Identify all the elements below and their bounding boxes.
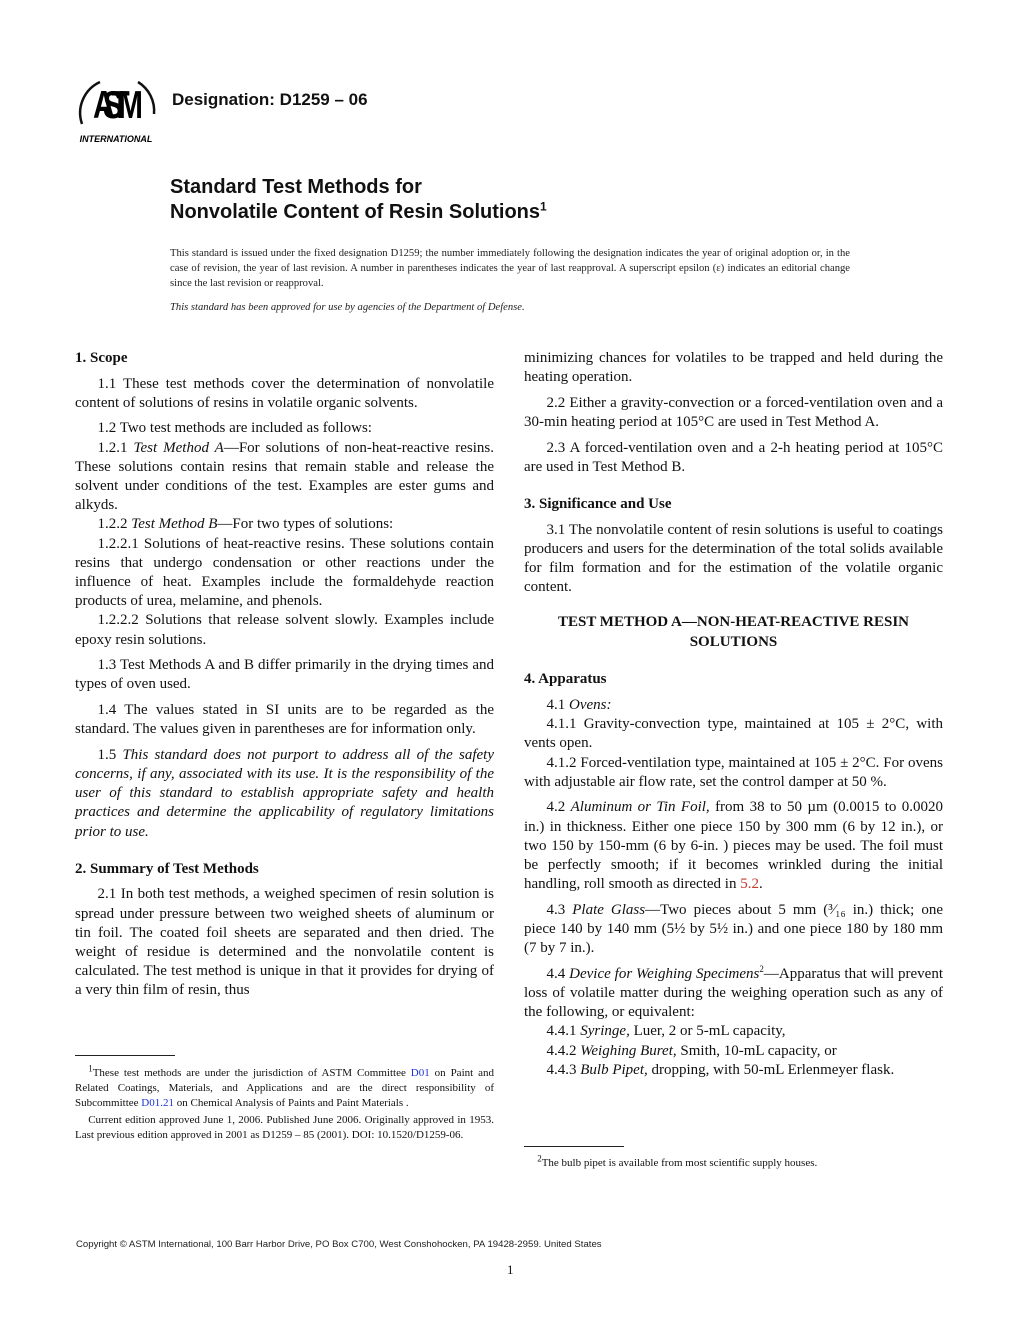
section-heading: 2. Summary of Test Methods	[75, 860, 259, 877]
title-text: Nonvolatile Content of Resin Solutions	[170, 201, 540, 223]
paragraph	[524, 754, 943, 792]
text-run: Syringe,	[580, 1023, 630, 1040]
text-run: from 38 to 50 µm (0.0015 to 0.0020 in.) in thickness. Either one piece 150 by 300 mm (6 by 12 in.), or two 150 by 150-mm (6 by 6-in. ) pieces may be used. The foil must be perfectly smooth; if it becomes wrinkled during the initial handling, roll smooth as directed in	[524, 799, 943, 893]
text-run: These test methods cover the determination of nonvolatile content of solutions of resins in volatile organic solvents.	[75, 375, 494, 411]
paragraph	[75, 611, 494, 649]
paragraph	[524, 965, 943, 1023]
paragraph	[524, 798, 943, 894]
text-run: Solutions of heat-reactive resins. These solutions contain resins that undergo condensation or other reactions under the influence of heat. Examples include the formaldehyde reaction products of urea, melamine, and phenols.	[75, 535, 495, 610]
paragraph-number: 2.3	[546, 439, 566, 456]
footnote	[524, 1153, 943, 1171]
text-run: Ovens:	[569, 697, 612, 713]
section-heading: 1. Scope	[75, 350, 128, 366]
text-run: Device for Weighing Specimens	[569, 965, 760, 982]
paragraph	[524, 394, 943, 432]
astm-logo	[70, 74, 162, 146]
text-run: Test Method A	[133, 439, 224, 456]
footnote-rule	[524, 1146, 624, 1147]
text-run: on Paint and Related Coatings, Materials, and Applications and are the direct responsibility of Subcommittee	[75, 1067, 494, 1109]
text-run: Test Methods A and B differ primarily in the drying times and types of oven used.	[75, 657, 494, 693]
paragraph-number: 4.3	[546, 901, 566, 918]
committee-link[interactable]: D01	[410, 1067, 430, 1079]
text-run: A forced-ventilation oven and a 2-h heating period at 105°C are used in Test Method B.	[524, 439, 943, 475]
footnote-mark: 2	[759, 963, 764, 974]
text-run: dropping, with 50-mL Erlenmeyer flask.	[647, 1061, 895, 1078]
text-run: Test Method B	[131, 516, 218, 533]
footnote-mark: 1	[88, 1063, 93, 1074]
text-run: Bulb Pipet,	[580, 1061, 648, 1078]
test-method-heading: TEST METHOD A—NON-HEAT-REACTIVE RESIN SOLUTIONS	[557, 614, 910, 651]
text-run: .	[758, 876, 763, 893]
committee-link[interactable]: D01.21	[141, 1097, 174, 1109]
text-run: The nonvolatile content of resin solutions is useful to coatings producers and users for the determination of the total solids available for film formation and for the estimation of the volatile organic content.	[524, 521, 943, 596]
section-link[interactable]: 5.2	[740, 876, 759, 893]
text-run: The bulb pipet is available from most scientific supply houses.	[541, 1157, 818, 1169]
paragraph-number: 2.2	[546, 394, 566, 411]
preamble	[170, 246, 850, 315]
right-column	[524, 349, 943, 1080]
dod-approval: This standard has been approved for use by agencies of the Department of Defense.	[170, 302, 525, 313]
paragraph-number: 4.1	[546, 697, 566, 713]
paragraph	[75, 885, 494, 1000]
text-run: —For two types of solutions:	[217, 516, 394, 533]
text-run: Current edition approved June 1, 2006. Published June 2006. Originally approved in 1953. Last previous edition approved in 2001 as D1259 – 85 (2001). DOI: 10.1520/D1259-06.	[75, 1114, 494, 1141]
paragraph-number: 1.1	[97, 375, 117, 392]
text-run: minimizing chances for volatiles to be trapped and held during the heating operation.	[524, 350, 943, 386]
text-run: The values stated in SI units are to be regarded as the standard. The values given in parentheses are for information only.	[75, 702, 494, 738]
text-run: Smith, 10-mL capacity, or	[676, 1042, 837, 1059]
paragraph-number: 4.1.2	[546, 754, 577, 771]
paragraph-number: 1.4	[97, 702, 117, 719]
title-line-1: Standard Test Methods for	[170, 176, 422, 198]
text-run: Forced-ventilation type, maintained at 105 ± 2°C. For ovens with adjustable air flow rate, set the control damper at 50 %.	[524, 754, 943, 790]
paragraph-number: 1.2.2.2	[97, 612, 139, 629]
paragraph-number: 1.2.1	[97, 439, 128, 456]
paragraph	[75, 535, 494, 612]
paragraph-number: 3.1	[546, 521, 566, 538]
paragraph	[75, 439, 494, 516]
paragraph-number: 1.5	[97, 746, 117, 763]
paragraph-number: 4.4.2	[546, 1042, 577, 1059]
footnote-rule	[75, 1055, 175, 1056]
paragraph	[75, 656, 494, 694]
footnote	[75, 1063, 494, 1111]
text-run: —For solutions of non-heat-reactive resins. These solutions contain resins that remain stable and release the solvent under conditions of the test. Examples are ester gums and alkyds.	[75, 439, 494, 514]
paragraph	[75, 701, 494, 739]
paragraph	[524, 1042, 943, 1061]
title-line-2	[170, 200, 547, 225]
paragraph-number: 4.2	[546, 799, 566, 816]
document-title	[170, 175, 547, 225]
text-run: Weighing Buret,	[580, 1042, 677, 1059]
paragraph	[524, 521, 943, 598]
paragraph-number: 1.2	[97, 420, 117, 437]
copyright: Copyright © ASTM International, 100 Barr Harbor Drive, PO Box C700, West Conshohocken, PA 19428-2959. United States	[76, 1239, 602, 1250]
text-run: —Apparatus that will prevent loss of volatile matter during the weighing operation such as any of the following, or equivalent:	[524, 965, 943, 1021]
paragraph	[75, 375, 494, 413]
paragraph-number: 4.1.1	[546, 716, 577, 733]
text-run: This standard does not purport to address all of the safety concerns, if any, associated with its use. It is the responsibility of the user of this standard to establish appropriate safety and health practices and determine the applicability of regulatory limitations prior to use.	[75, 746, 495, 840]
text-run: Luer, 2 or 5-mL capacity,	[629, 1023, 786, 1040]
preamble-text: This standard is issued under the fixed designation D1259; the number immediately following the designation indicates the year of original adoption or, in the case of revision, the year of last revision. A number in parentheses indicates the year of last reapproval. A superscript epsilon (ε) indicates an editorial change since the last revision or reapproval.	[170, 248, 850, 289]
text-run: In both test methods, a weighed specimen of resin solution is spread under pressure between two weighed sheets of aluminum or tin foil. The coated foil sheets are separated and then dried. The weight of residue is determined and the nonvolatile content is calculated. The test method is unique in that it provides for drying of a very thin film of resin, thus	[75, 886, 494, 999]
paragraph-number: 1.2.2.1	[97, 535, 139, 552]
paragraph	[75, 419, 494, 438]
text-run: Solutions that release solvent slowly. Examples include epoxy resin solutions.	[75, 612, 495, 648]
section-heading: 4. Apparatus	[524, 671, 607, 688]
paragraph-number: 4.4.1	[546, 1023, 577, 1040]
left-column	[75, 349, 494, 1001]
text-run: Two test methods are included as follows:	[119, 420, 372, 437]
footnote	[75, 1113, 494, 1143]
title-footnote-mark: 1	[540, 199, 547, 214]
paragraph-continuation	[524, 349, 943, 387]
text-run: Gravity-convection type, maintained at 105 ± 2°C, with vents open.	[524, 716, 944, 752]
page-number: 1	[507, 1262, 514, 1277]
paragraph-number: 1.3	[97, 657, 117, 674]
text-run: These test methods are under the jurisdiction of ASTM Committee	[92, 1067, 411, 1079]
paragraph	[524, 1022, 943, 1041]
footnotes-right	[524, 1153, 943, 1173]
paragraph	[524, 439, 943, 477]
paragraph	[75, 515, 494, 534]
paragraph-number: 1.2.2	[97, 516, 128, 533]
paragraph-number: 4.4	[546, 965, 566, 982]
text-run: Aluminum or Tin Foil,	[570, 799, 710, 816]
section-heading: 3. Significance and Use	[524, 496, 672, 512]
paragraph	[524, 1061, 943, 1080]
text-run: Plate Glass	[572, 901, 646, 918]
paragraph	[524, 696, 943, 715]
paragraph	[524, 901, 943, 959]
paragraph-number: 2.1	[97, 886, 117, 903]
paragraph-number: 4.4.3	[546, 1061, 577, 1078]
footnotes-left	[75, 1063, 494, 1145]
designation: Designation: D1259 – 06	[172, 90, 368, 109]
footnote-mark: 2	[537, 1153, 542, 1164]
text-run: —Two pieces about 5 mm (³⁄₁₆ in.) thick; one piece 140 by 140 mm (5½ by 5½ in.) and one piece 180 by 180 mm (7 by 7 in.).	[524, 901, 943, 957]
text-run: on Chemical Analysis of Paints and Paint Materials .	[174, 1097, 409, 1109]
paragraph	[524, 715, 943, 753]
text-run: Either a gravity-convection or a forced-ventilation oven and a 30-min heating period at 105°C are used in Test Method A.	[524, 394, 943, 430]
paragraph	[75, 746, 494, 842]
svg-text:ASTM: ASTM	[92, 84, 143, 128]
svg-text:INTERNATIONAL: INTERNATIONAL	[79, 134, 153, 144]
